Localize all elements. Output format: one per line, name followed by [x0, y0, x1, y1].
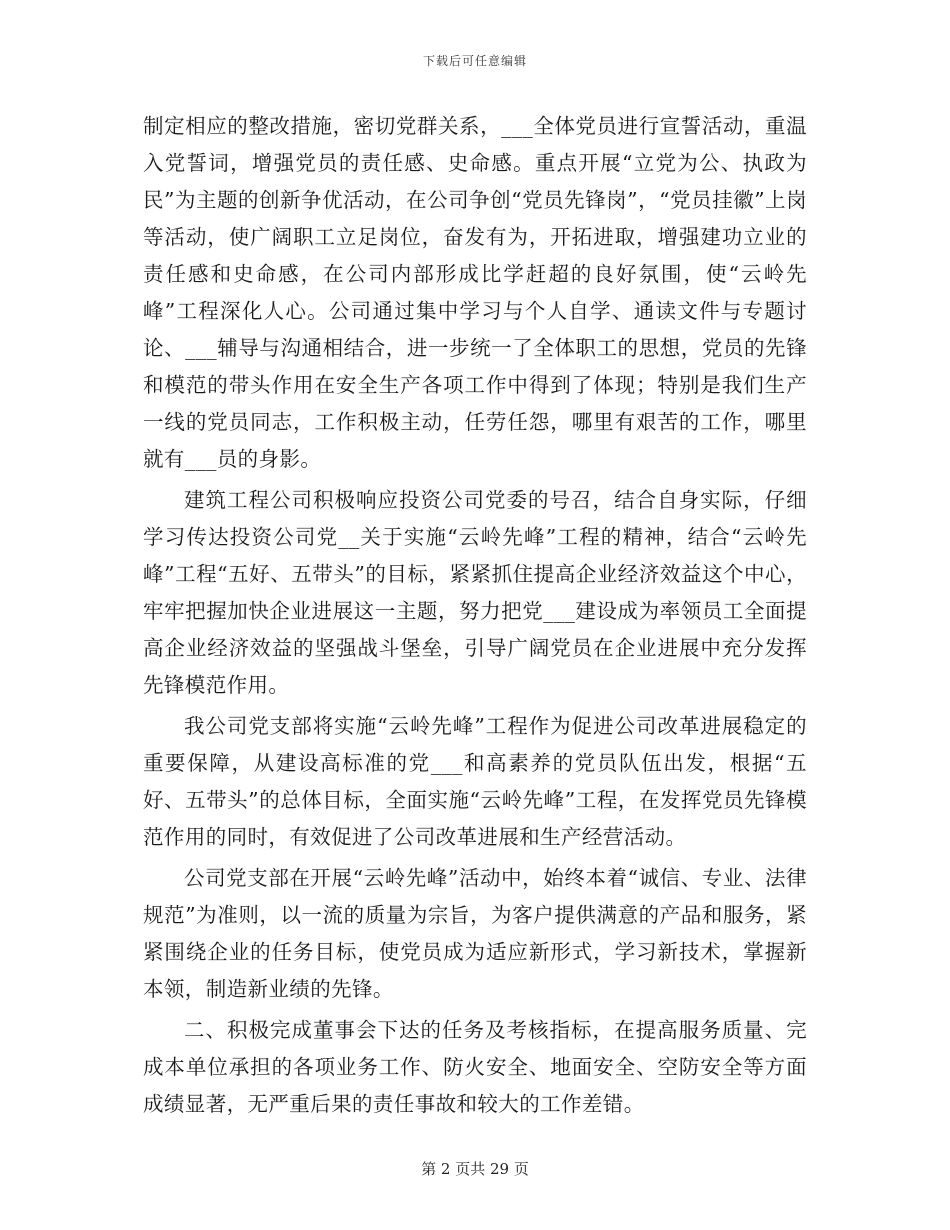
page-header: 下载后可任意编辑 [422, 54, 527, 68]
paragraph: 我公司党支部将实施“云岭先峰”工程作为促进公司改革进展稳定的重要保障，从建设高标准的党___和高素养的党员队伍出发，根据“五好、五带头”的总体目标，全面实施“云岭先峰”工程，在发挥党员先锋模范作用的同时，有效促进了公司改革进展和生产经营活动。 [143, 714, 807, 849]
page-number-footer: 第 2 页共 29 页 [421, 1160, 529, 1178]
paragraph: 二、积极完成董事会下达的任务及考核指标，在提高服务质量、完成本单位承担的各项业务工作、防火安全、地面安全、空防安全等方面成绩显著，无严重后果的责任事故和较大的工作差错。 [143, 1018, 807, 1116]
paragraph: 公司党支部在开展“云岭先峰”活动中，始终本着“诚信、专业、法律规范”为准则，以一流的质量为宗旨，为客户提供满意的产品和服务，紧紧围绕企业的任务目标，使党员成为适应新形式，学习新技术，掌握新本领，制造新业绩的先锋。 [143, 866, 807, 1001]
paragraph: 制定相应的整改措施，密切党群关系，___全体党员进行宣誓活动，重温入党誓词，增强党员的责任感、史命感。重点开展“立党为公、执政为民”为主题的创新争优活动，在公司争创“党员先锋岗”，“党员挂徽”上岗等活动，使广阔职工立足岗位，奋发有为，开拓进取，增强建功立业的责任感和史命感，在公司内部形成比学赶超的良好氛围，使“云岭先峰”工程深化人心。公司通过集中学习与个人自学、通读文件与专题讨论、___辅导与沟通相结合，进一步统一了全体职工的思想，党员的先锋和模范的带头作用在安全生产各项工作中得到了体现；特别是我们生产一线的党员同志，工作积极主动，任劳任怨，哪里有艰苦的工作，哪里就有___员的身影。 [143, 114, 807, 471]
paragraph: 建筑工程公司积极响应投资公司党委的号召，结合自身实际，仔细学习传达投资公司党__关于实施“云岭先峰”工程的精神，结合“云岭先峰”工程“五好、五带头”的目标，紧紧抓住提高企业经济效益这个中心，牢牢把握加快企业进展这一主题，努力把党___建设成为率领员工全面提高企业经济效益的坚强战斗堡垒，引导广阔党员在企业进展中充分发挥先锋模范作用。 [143, 488, 807, 697]
document-body [143, 108, 807, 1127]
